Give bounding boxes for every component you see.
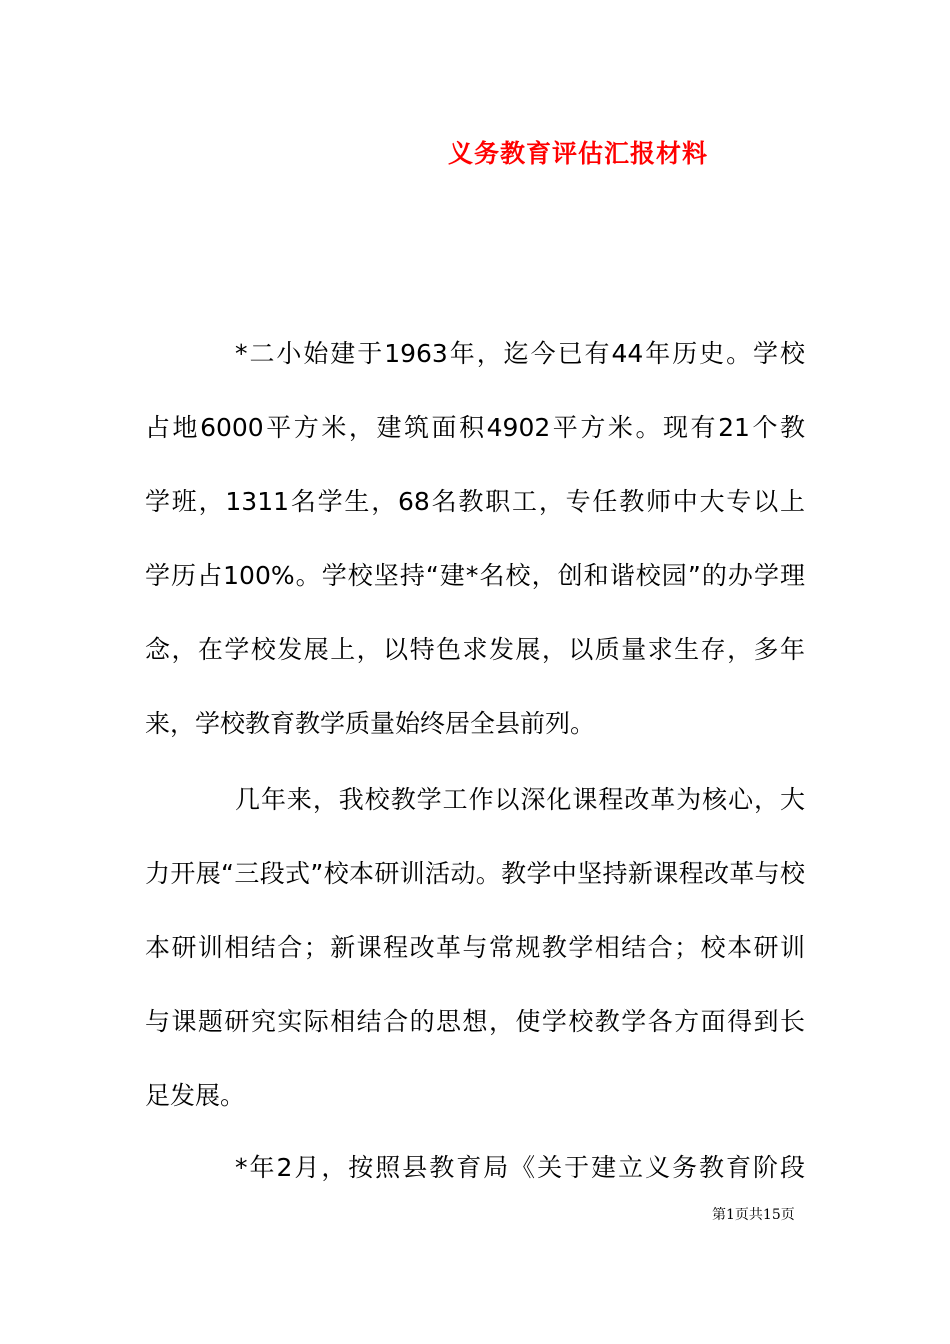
paragraph-2 [145, 763, 805, 1133]
paragraph-line: *年2月，按照县教育局《关于建立义务教育阶段 [235, 1153, 805, 1182]
paragraph-line: 本研训相结合；新课程改革与常规教学相结合；校本研训 [145, 933, 805, 962]
paragraph-line: 力开展“三段式”校本研训活动。教学中坚持新课程改革与校 [145, 859, 805, 888]
paragraph-line: 足发展。 [145, 1081, 246, 1110]
paragraph-line: 来，学校教育教学质量始终居全县前列。 [145, 709, 596, 738]
paragraph-line: 占地6000平方米，建筑面积4902平方米。现有21个教 [145, 413, 805, 442]
paragraph-1 [145, 317, 805, 761]
paragraph-line: 几年来，我校教学工作以深化课程改革为核心，大 [235, 785, 805, 814]
paragraph-3 [145, 1131, 805, 1205]
document-title: 义务教育评估汇报材料 [448, 139, 709, 168]
page-number-footer: 第1页共15页 [712, 1207, 795, 1223]
paragraph-line: 念，在学校发展上，以特色求发展，以质量求生存，多年 [145, 635, 805, 664]
paragraph-line: 学历占100%。学校坚持“建*名校，创和谐校园”的办学理 [145, 561, 805, 590]
paragraph-line: 与课题研究实际相结合的思想，使学校教学各方面得到长 [145, 1007, 805, 1036]
paragraph-line: 学班，1311名学生，68名教职工，专任教师中大专以上 [145, 487, 805, 516]
paragraph-line: *二小始建于1963年，迄今已有44年历史。学校 [235, 339, 805, 368]
